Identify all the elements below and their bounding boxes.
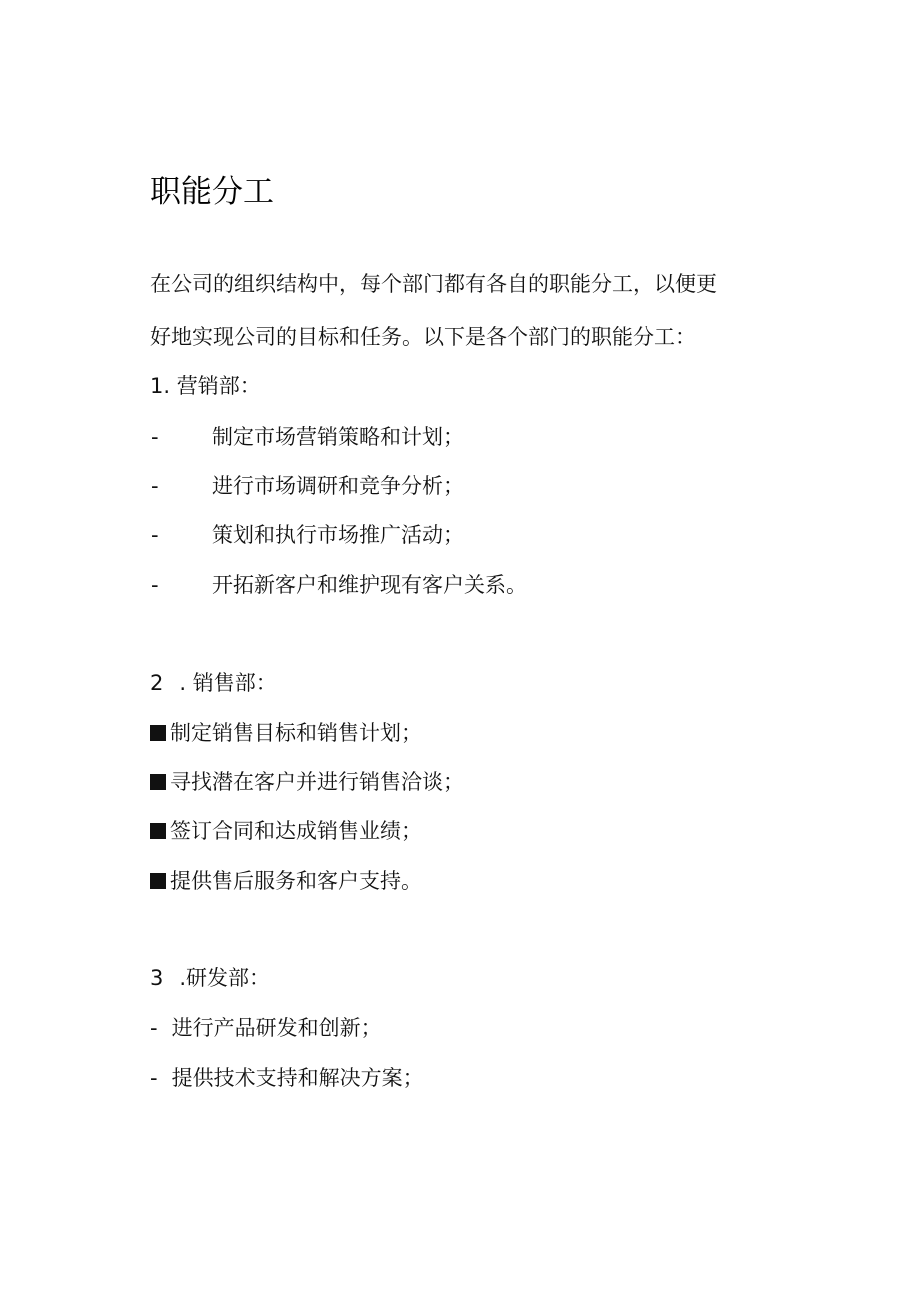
section-number: 3: [150, 966, 164, 990]
list-item: - 提供技术支持和解决方案；: [150, 1066, 424, 1090]
list-item: 制定市场营销策略和计划；: [212, 425, 464, 449]
list-bullet: -: [150, 1066, 158, 1090]
list-item: 策划和执行市场推广活动；: [212, 523, 464, 547]
section-title: .研发部：: [179, 966, 271, 990]
page-title: 职能分工: [150, 174, 274, 210]
list-bullet: -: [151, 573, 159, 597]
square-bullet-icon: [150, 823, 166, 839]
list-item: 制定销售目标和销售计划；: [150, 719, 422, 747]
square-bullet-icon: [150, 774, 166, 790]
list-bullet: -: [150, 1016, 158, 1040]
square-bullet-icon: [150, 725, 166, 741]
square-bullet-icon: [150, 873, 166, 889]
section-heading-marketing: 1. 营销部：: [150, 374, 261, 398]
list-item: - 进行产品研发和创新；: [150, 1016, 382, 1040]
section-number: 2: [150, 671, 164, 695]
list-item: 开拓新客户和维护现有客户关系。: [212, 573, 527, 597]
section-title: . 销售部：: [179, 671, 277, 695]
section-heading-sales: [150, 669, 277, 697]
list-bullet: -: [151, 523, 159, 547]
list-bullet: -: [151, 425, 159, 449]
intro-line-1: 在公司的组织结构中，每个部门都有各自的职能分工，以便更: [150, 272, 717, 296]
list-bullet: -: [151, 474, 159, 498]
intro-line-2: 好地实现公司的目标和任务。以下是各个部门的职能分工：: [150, 325, 696, 349]
list-item: 提供售后服务和客户支持。: [150, 867, 422, 895]
list-item: 寻找潜在客户并进行销售洽谈；: [150, 768, 464, 796]
list-item: 进行市场调研和竞争分析；: [212, 474, 464, 498]
list-item: 签订合同和达成销售业绩；: [150, 817, 422, 845]
section-heading-rnd: [150, 964, 270, 992]
